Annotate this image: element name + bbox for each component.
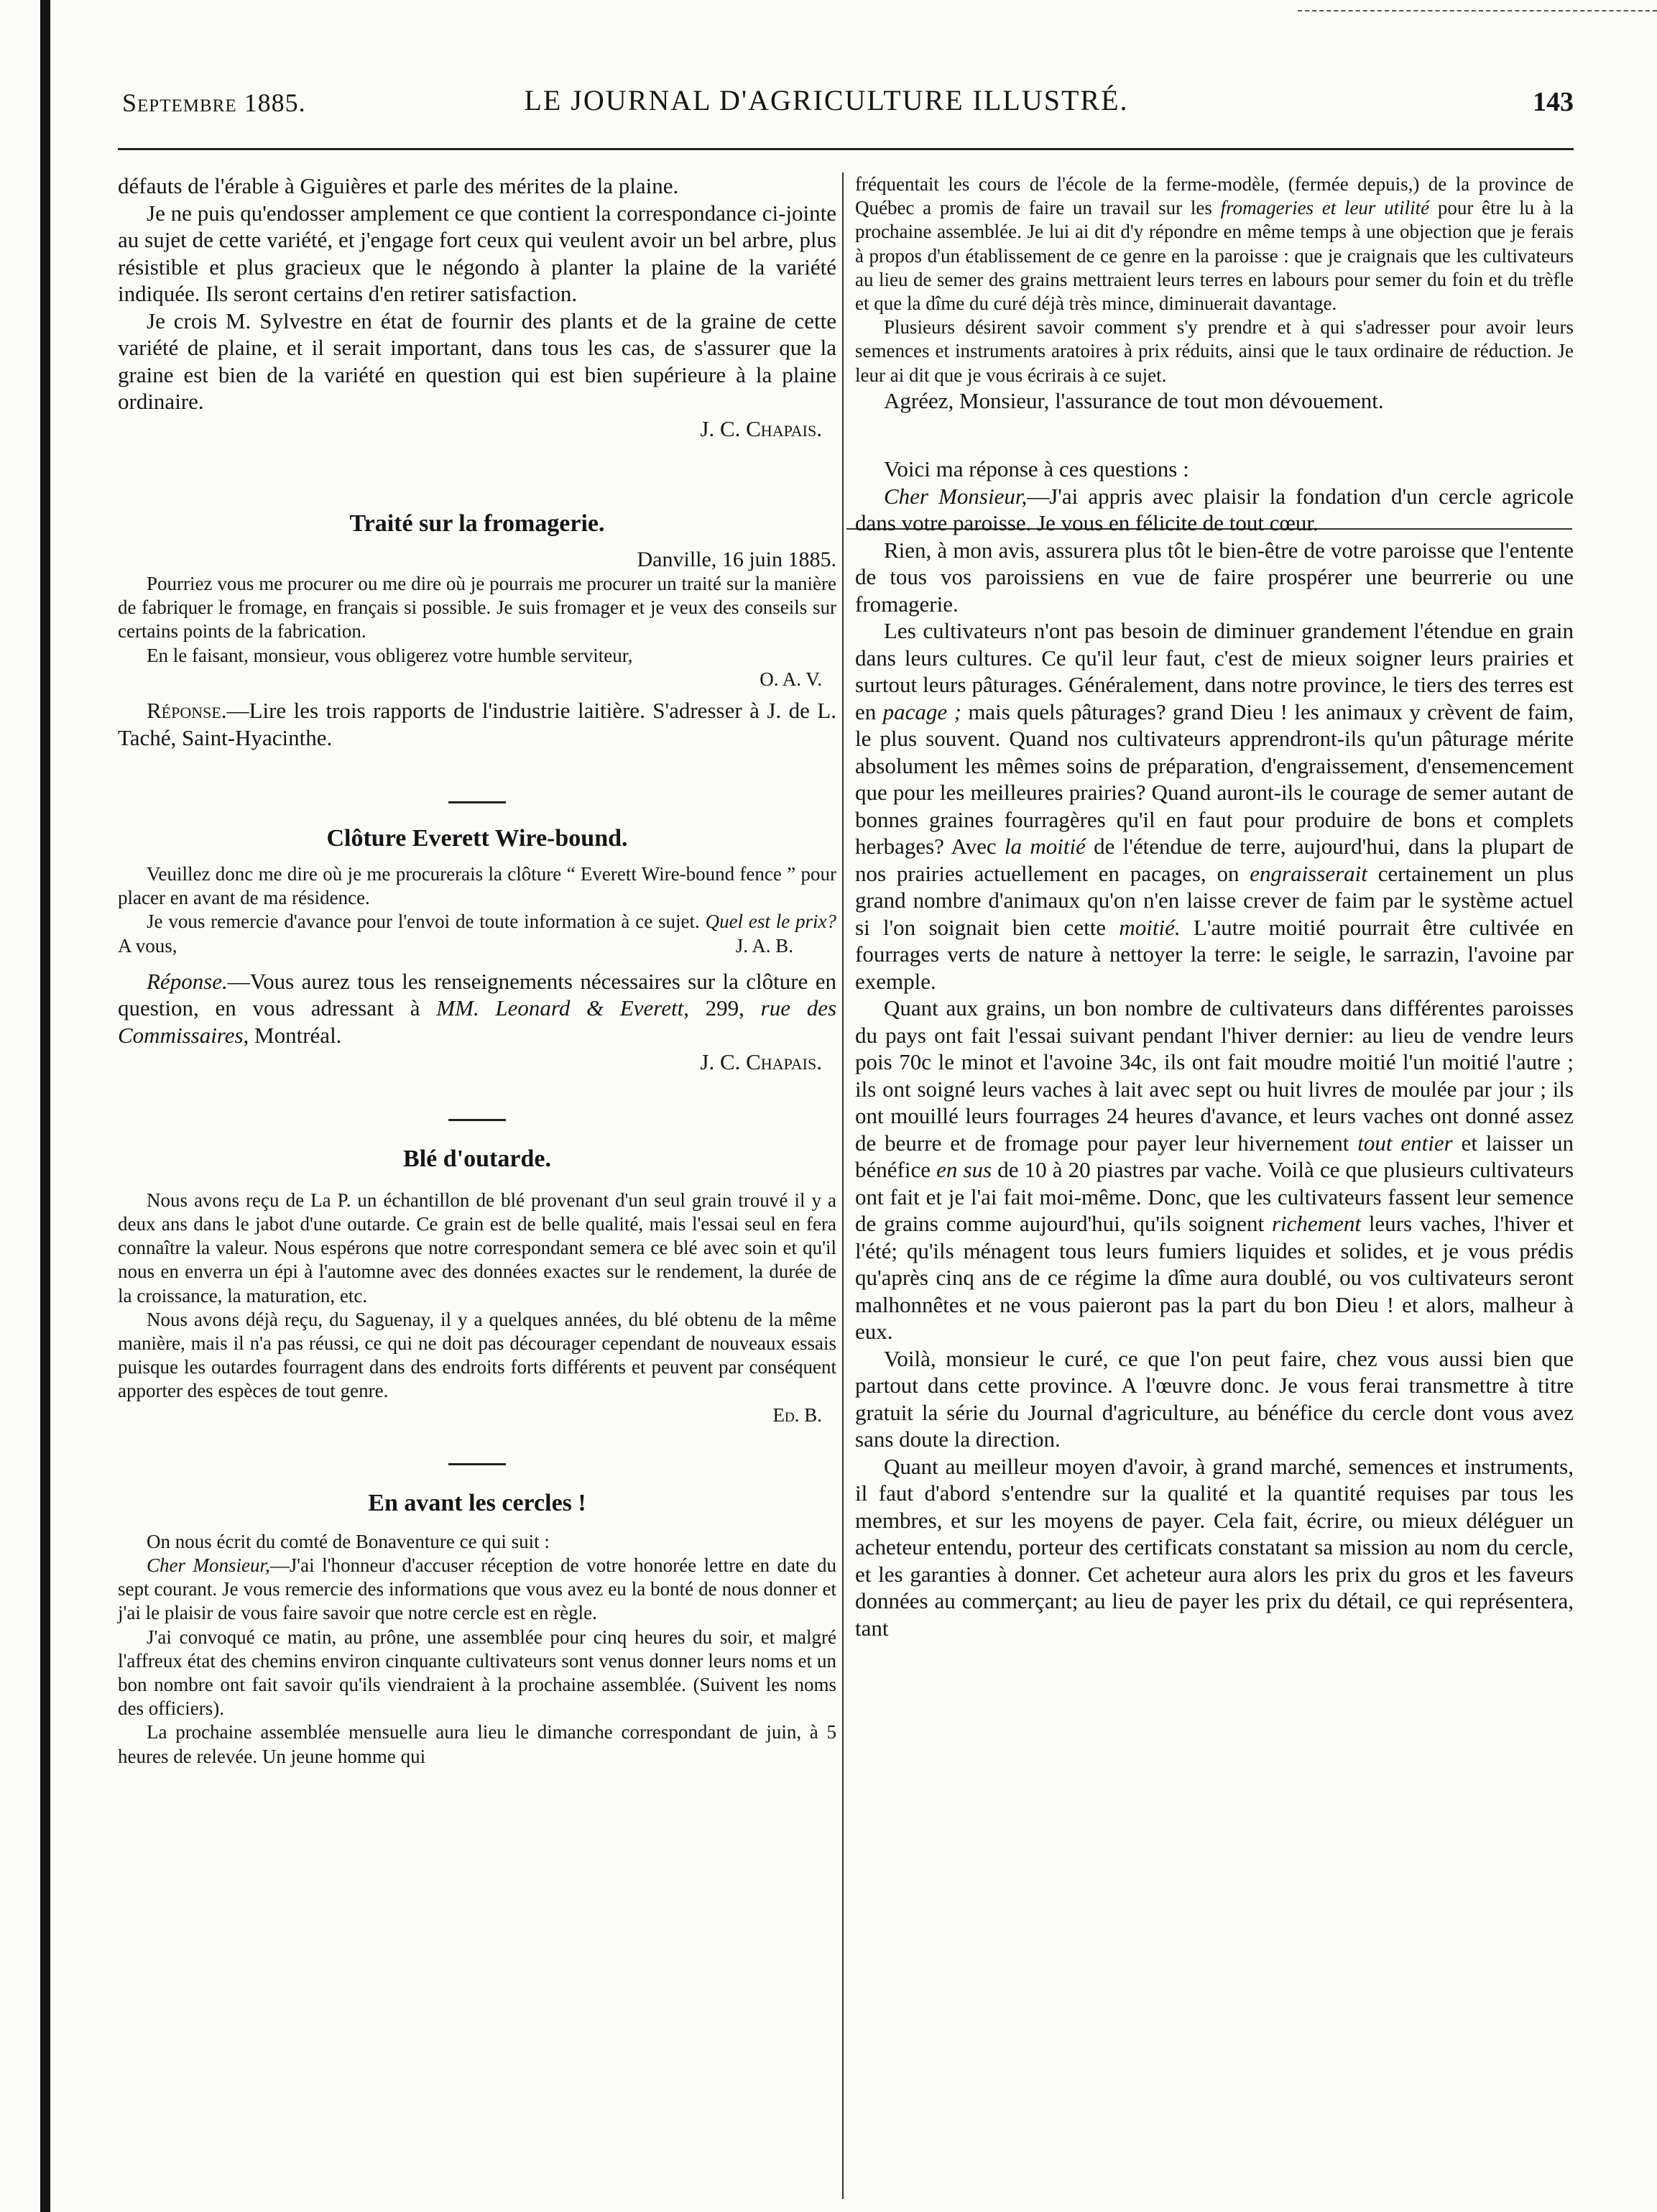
header-date: Septembre 1885. <box>122 88 306 117</box>
dateline: Danville, 16 juin 1885. <box>637 548 836 571</box>
signature: J. A. B. <box>735 934 793 957</box>
letter-paragraph: fréquentait les cours de l'école de la ferme-modèle, (fermée depuis,) de la province de Québec a promis de faire un travail sur les fromageries et leur utilité pour être lu à la prochaine assemblée. Je lui ai dit d'y répondre en même temps à une objection que je ferais à propos d'un établissement de ce genre en la paroisse : que je craignais que les cultivateurs au lieu de semer des grains mettraient leurs terres en labours pour semer du foin et du trèfle et que la dîme du curé déjà très mince, diminuerait davantage. <box>855 173 1574 315</box>
letter-paragraph: Cher Monsieur,—J'ai l'honneur d'accuser réception de votre honorée lettre en date du sept courant. Je vous remercie des informations que vous avez eu la bonté de nous donner et j'ai le plaisir de vous faire savoir que notre cercle est en règle. <box>118 1554 837 1624</box>
reply-paragraph: Quant aux grains, un bon nombre de cultivateurs dans différentes paroisses du pays ont fait l'essai suivant pendant l'hiver dernier: au lieu de vendre leurs pois 70c le minot et l'avoine 34c, ils ont fait moudre moitié l'un moitié l'autre ; ils ont soigné leurs vaches à lait avec sept ou huit livres de moulée par jour ; ils ont mouillé leurs fourrages 24 heures d'avance, et leurs vaches ont donné assez de beurre et de fromage pour payer leur hivernement tout entier et laisser un bénéfice en sus de 10 à 20 piastres par vache. Voilà ce que plusieurs cultivateurs ont fait et je l'ai fait moi-même. Donc, que les cultivateurs fassent leur semence de grains comme aujourd'hui, qu'ils soignent richement leurs vaches, l'hiver et l'été; qu'ils ménagent tous leurs fumiers liquides et solides, et je vous prédis qu'après cinq ans de ce régime la dîme aura doublé, ou vos cultivateurs seront malhonnêtes et ne vous paieront pas la part du bon Dieu ! et alors, malheur à eux. <box>855 995 1574 1345</box>
page-number: 143 <box>1533 87 1574 117</box>
letter-paragraph: J'ai convoqué ce matin, au prône, une assemblée pour cinq heures du soir, et malgré l'affreux état des chemins environ cinquante cultivateurs sont venus donner leurs noms et un bon nombre ont fait savoir qu'ils viendraient à la prochaine assemblée. (Suivent les noms des officiers). <box>118 1626 836 1720</box>
reply-intro: Voici ma réponse à ces questions : <box>884 456 1189 482</box>
letter-closing: Agréez, Monsieur, l'assurance de tout mon dévouement. <box>884 387 1384 413</box>
article-title: En avant les cercles ! <box>368 1489 586 1516</box>
running-header <box>79 83 1574 126</box>
letter-paragraph: Je vous remercie d'avance pour l'envoi de toute information à ce sujet. Quel est le prix? A vous, J. A. B. <box>118 910 836 957</box>
signature: J. C. Chapais. <box>700 415 822 441</box>
letter-paragraph: En le faisant, monsieur, vous obligerez votre humble serviteur, <box>147 644 633 666</box>
letter-paragraph: Veuillez donc me dire où je me procurerais la clôture “ Everett Wire-bound fence ” pour placer en avant de ma résidence. <box>118 863 836 909</box>
reponse-text: —Lire les trois rapports de l'industrie laitière. S'adresser à J. de L. Taché, Saint-Hyacinthe. <box>118 698 836 750</box>
column-divider <box>842 172 844 2199</box>
reponse-label: Réponse. <box>147 968 228 994</box>
paragraph: Nous avons déjà reçu, du Saguenay, il y a quelques années, du blé obtenu de la même manière, mais il n'a pas réussi, ce qui ne doit pas décourager cependant de nouveaux essais puisque les outardes fourragent dans des endroits forts différents et peuvent par conséquent apporter des espèces de tout genre. <box>118 1308 836 1402</box>
article-title: Traité sur la fromagerie. <box>349 510 605 537</box>
letter-paragraph: Plusieurs désirent savoir comment s'y prendre et à qui s'adresser pour avoir leurs semences et instruments aratoires à prix réduits, ainsi que le taux ordinaire de réduction. Je leur ai dit que je vous écrirais à ce sujet. <box>855 316 1574 386</box>
reponse-paragraph <box>118 697 836 751</box>
reply-paragraph: Rien, à mon avis, assurera plus tôt le bien-être de votre paroisse que l'entente de tous vos paroissiens en vue de faire prospérer une beurrerie ou une fromagerie. <box>855 537 1574 617</box>
journal-title: LE JOURNAL D'AGRICULTURE ILLUSTRÉ. <box>524 84 1129 116</box>
paragraph: Je ne puis qu'endosser amplement ce que contient la correspondance ci-jointe au sujet de cette variété, et j'engage fort ceux qui veulent avoir un bel arbre, plus résistible et plus gracieux que le négondo à planter la plaine de la variété indiquée. Ils seront certains d'en retirer satisfaction. <box>118 200 836 306</box>
letter-paragraph: La prochaine assemblée mensuelle aura lieu le dimanche correspondant de juin, à 5 heures de relevée. Un jeune homme qui <box>118 1721 836 1767</box>
letter-paragraph: Pourriez vous me procurer ou me dire où je pourrais me procurer un traité sur la manière de fabriquer le fromage, en français si possible. Je suis fromager et je veux des conseils sur certains points de la fabrication. <box>118 573 836 642</box>
signature: J. C. Chapais. <box>700 1049 822 1075</box>
right-column <box>855 172 1574 1641</box>
left-column <box>118 172 836 1769</box>
signature: O. A. V. <box>760 668 822 690</box>
header-rule <box>118 148 1574 150</box>
signature: Ed. B. <box>772 1404 822 1426</box>
reponse-paragraph: Réponse.—Vous aurez tous les renseignements nécessaires sur la clôture en question, en vous adressant à MM. Leonard & Everett, 299, rue des Commissaires, Montréal. <box>118 968 837 1048</box>
binding-edge <box>40 0 50 2212</box>
paragraph: On nous écrit du comté de Bonaventure ce qui suit : <box>147 1530 550 1552</box>
article-title: Blé d'outarde. <box>403 1145 551 1172</box>
paragraph: Nous avons reçu de La P. un échantillon de blé provenant d'un seul grain trouvé il y a deux ans dans le jabot d'une outarde. Ce grain est de belle qualité, mais l'essai seul en fera connaître la valeur. Nous espérons que notre correspondant semera ce blé avec soin et qu'il nous en enverra un épi à l'automne avec des données exactes sur le rendement, la durée de la croissance, la maturation, etc. <box>118 1189 836 1307</box>
reply-paragraph: Les cultivateurs n'ont pas besoin de diminuer grandement l'étendue en grain dans leurs cultures. Ce qu'il leur faut, c'est de mieux soigner leurs prairies et surtout leurs pâturages. Généralement, dans notre province, le tiers des terres est en pacage ; mais quels pâturages? grand Dieu ! les animaux y crèvent de faim, le plus souvent. Quand nos cultivateurs apprendront-ils qu'un pâturage mérite absolument les mêmes soins de préparation, d'engraissement, d'ensemencement que pour les meilleures prairies? Quand auront-ils le courage de semer autant de bonnes graines fourragères qu'il en faut pour produire de bons et complets herbages? Avec la moitié de l'étendue de terre, aujourd'hui, dans la plupart de nos prairies actuellement en pacages, on engraisserait certainement un plus grand nombre d'animaux qu'on n'en laisse crever de faim par le système actuel si l'on soignait bien cette moitié. L'autre moitié pourrait être cultivée en fourrages verts de nature à nettoyer la terre: le seigle, le sarrazin, l'avoine par exemple. <box>855 618 1574 994</box>
reply-paragraph: Quant au meilleur moyen d'avoir, à grand marché, semences et instruments, il faut d'abord s'entendre sur la qualité et la quantité requises par tous les membres, et sur les moyens de payer. Cela fait, écrire, ou mieux déléguer un acheteur entendu, porteur des certificats constatant sa mission au nom du cercle, et les garanties à donner. Cet acheteur aura alors les prix du gros et les faveurs données au commerçant; au lieu de payer les prix du détail, ce qui représentera, tant <box>855 1453 1574 1641</box>
journal-page <box>79 0 1574 2212</box>
intro-paragraph: défauts de l'érable à Giguières et parle des mérites de la plaine. <box>118 173 679 198</box>
reply-paragraph: Voilà, monsieur le curé, ce que l'on peut faire, chez vous aussi bien que partout dans cette province. A l'œuvre donc. Je vous ferai transmettre à titre gratuit la série du Journal d'agriculture, au bénéfice du cercle dont vous avez sans doute la direction. <box>855 1345 1574 1452</box>
reply-paragraph: Cher Monsieur,—J'ai appris avec plaisir la fondation d'un cercle agricole dans votre paroisse. Je vous en félicite de tout cœur. <box>855 483 1574 536</box>
article-title: Clôture Everett Wire-bound. <box>326 825 628 852</box>
reponse-label: Réponse. <box>147 698 227 724</box>
paragraph: Je crois M. Sylvestre en état de fournir des plants et de la graine de cette variété de plaine, et il serait important, dans tous les cas, de s'assurer que la graine est bien de la variété en question qui est bien supérieure à la plaine ordinaire. <box>118 308 836 414</box>
